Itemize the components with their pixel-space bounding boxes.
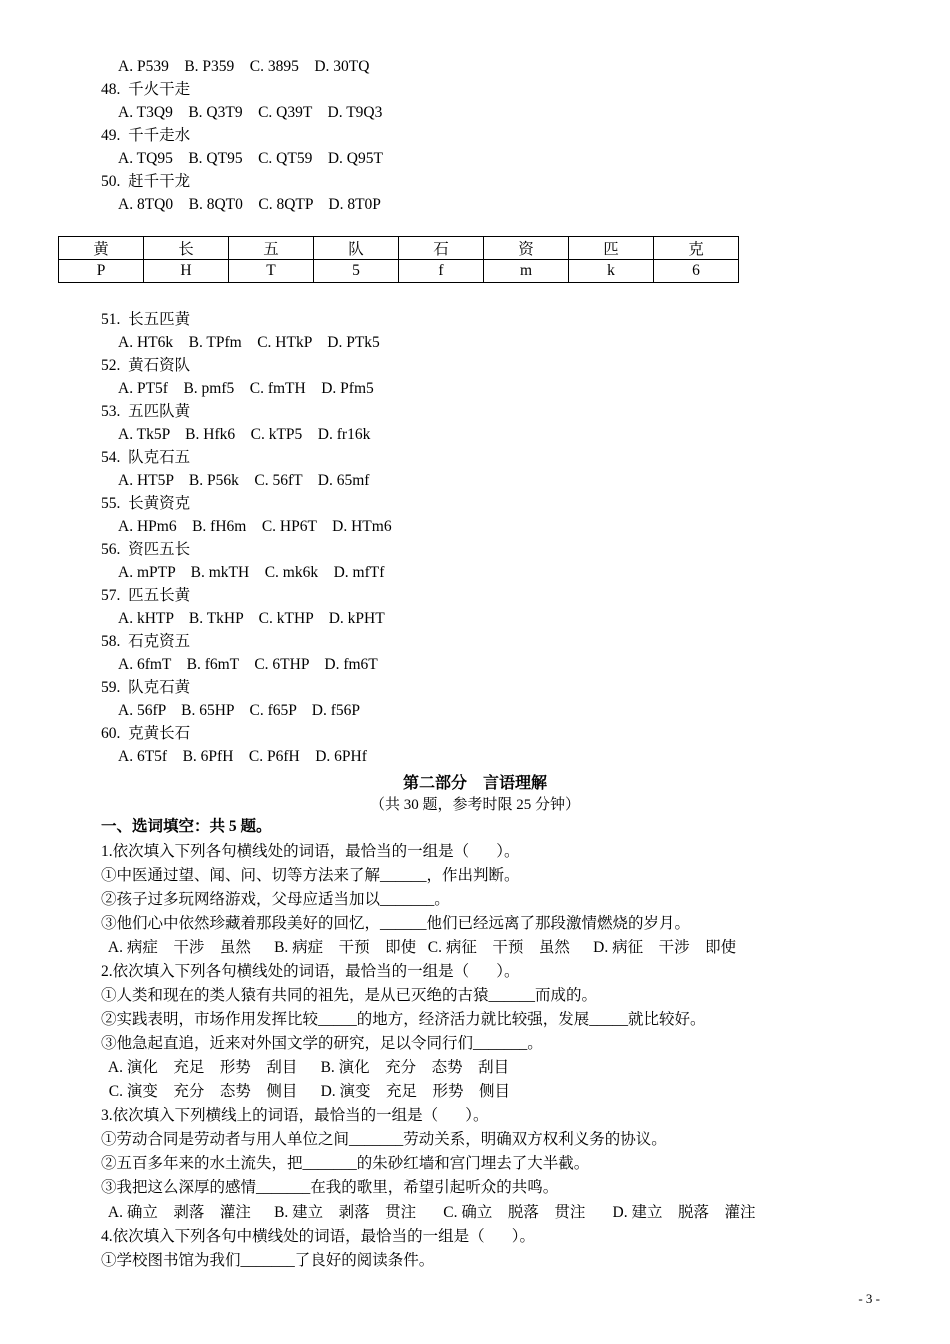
table-cell: f [399,260,484,283]
q2-options-ab: A. 演化 充足 形势 刮目 B. 演化 充分 态势 刮目 [101,1059,510,1076]
table-cell: m [484,260,569,283]
table-cell: k [569,260,654,283]
q1-sentence-3: ③他们心中依然珍藏着那段美好的回忆，______他们已经远离了那段激情燃烧的岁月。 [101,915,691,932]
q1-options: A. 病症 干涉 虽然 B. 病症 干预 即使 C. 病征 干预 虽然 D. 病征 干涉 即使 [101,939,737,956]
table-cell: 克 [654,237,739,260]
q50-options: A. 8TQ0 B. 8QT0 C. 8QTP D. 8T0P [118,196,381,213]
q57-options: A. kHTP B. TkHP C. kTHP D. kPHT [118,610,385,627]
section-heading: 一、选词填空：共 5 题。 [101,818,272,835]
q49-options: A. TQ95 B. QT95 C. QT59 D. Q95T [118,150,383,167]
q51-stem: 51. 长五匹黄 [101,311,191,328]
q54-options: A. HT5P B. P56k C. 56fT D. 65mf [118,472,370,489]
q54-stem: 54. 队克石五 [101,449,191,466]
q60-stem: 60. 克黄长石 [101,725,191,742]
q2-options-cd: C. 演变 充分 态势 侧目 D. 演变 充足 形势 侧目 [101,1083,511,1100]
q2-sentence-1: ①人类和现在的类人猿有共同的祖先，是从已灭绝的古猿______而成的。 [101,987,598,1004]
table-cell: H [144,260,229,283]
table-cell: 6 [654,260,739,283]
q4-sentence-1: ①学校图书馆为我们_______了良好的阅读条件。 [101,1252,435,1269]
q58-options: A. 6fmT B. f6mT C. 6THP D. fm6T [118,656,378,673]
q57-stem: 57. 匹五长黄 [101,587,191,604]
q3-sentence-3: ③我把这么深厚的感情_______在我的歌里，希望引起听众的共鸣。 [101,1179,559,1196]
q51-options: A. HT6k B. TPfm C. HTkP D. PTk5 [118,334,380,351]
q59-options: A. 56fP B. 65HP C. f65P D. f56P [118,702,360,719]
q48-stem: 48. 千火干走 [101,81,191,98]
code-table [58,236,739,283]
q50-stem: 50. 赶千干龙 [101,173,191,190]
q59-stem: 59. 队克石黄 [101,679,191,696]
q53-options: A. Tk5P B. Hfk6 C. kTP5 D. fr16k [118,426,371,443]
q3-options: A. 确立 剥落 灌注 B. 建立 剥落 贯注 C. 确立 脱落 贯注 D. 建立 脱落 灌注 [101,1204,756,1221]
q55-stem: 55. 长黄资克 [101,495,191,512]
q58-stem: 58. 石克资五 [101,633,191,650]
q52-stem: 52. 黄石资队 [101,357,191,374]
q53-stem: 53. 五匹队黄 [101,403,191,420]
q56-stem: 56. 资匹五长 [101,541,191,558]
q1-sentence-1: ①中医通过望、闻、问、切等方法来了解______，作出判断。 [101,867,520,884]
q3-sentence-2: ②五百多年来的水土流失，把_______的朱砂红墙和宫门埋去了大半截。 [101,1155,590,1172]
table-cell: 匹 [569,237,654,260]
q49-stem: 49. 千千走水 [101,127,191,144]
table-cell: 队 [314,237,399,260]
q4-stem: 4.依次填入下列各句中横线处的词语，最恰当的一组是（ ）。 [101,1228,536,1245]
q55-options: A. HPm6 B. fH6m C. HP6T D. HTm6 [118,518,392,535]
q1-stem: 1.依次填入下列各句横线处的词语，最恰当的一组是（ ）。 [101,843,520,860]
table-cell: T [229,260,314,283]
q47-options: A. P539 B. P359 C. 3895 D. 30TQ [118,58,370,75]
table-cell: 资 [484,237,569,260]
q52-options: A. PT5f B. pmf5 C. fmTH D. Pfm5 [118,380,374,397]
q1-sentence-2: ②孩子过多玩网络游戏，父母应适当加以_______。 [101,891,450,908]
q2-sentence-2: ②实践表明，市场作用发挥比较_____的地方，经济活力就比较强，发展_____就比较好。 [101,1011,706,1028]
table-cell: 五 [229,237,314,260]
part-subtitle: （共 30 题，参考时限 25 分钟） [369,797,580,813]
part-title: 第二部分 言语理解 [402,775,547,792]
q60-options: A. 6T5f B. 6PfH C. P6fH D. 6PHf [118,748,367,765]
table-cell: 石 [399,237,484,260]
table-cell: P [59,260,144,283]
q2-stem: 2.依次填入下列各句横线处的词语，最恰当的一组是（ ）。 [101,963,520,980]
table-cell: 5 [314,260,399,283]
q2-sentence-3: ③他急起直追，近来对外国文学的研究，足以令同行们_______。 [101,1035,543,1052]
code-table-header-row [59,237,739,260]
q3-sentence-1: ①劳动合同是劳动者与用人单位之间_______劳动关系，明确双方权利义务的协议。 [101,1131,667,1148]
q48-options: A. T3Q9 B. Q3T9 C. Q39T D. T9Q3 [118,104,383,121]
table-cell: 长 [144,237,229,260]
page-number: - 3 - [858,1291,880,1306]
table-cell: 黄 [59,237,144,260]
code-table-code-row [59,260,739,283]
q56-options: A. mPTP B. mkTH C. mk6k D. mfTf [118,564,385,581]
q3-stem: 3.依次填入下列横线上的词语，最恰当的一组是（ ）。 [101,1107,489,1124]
